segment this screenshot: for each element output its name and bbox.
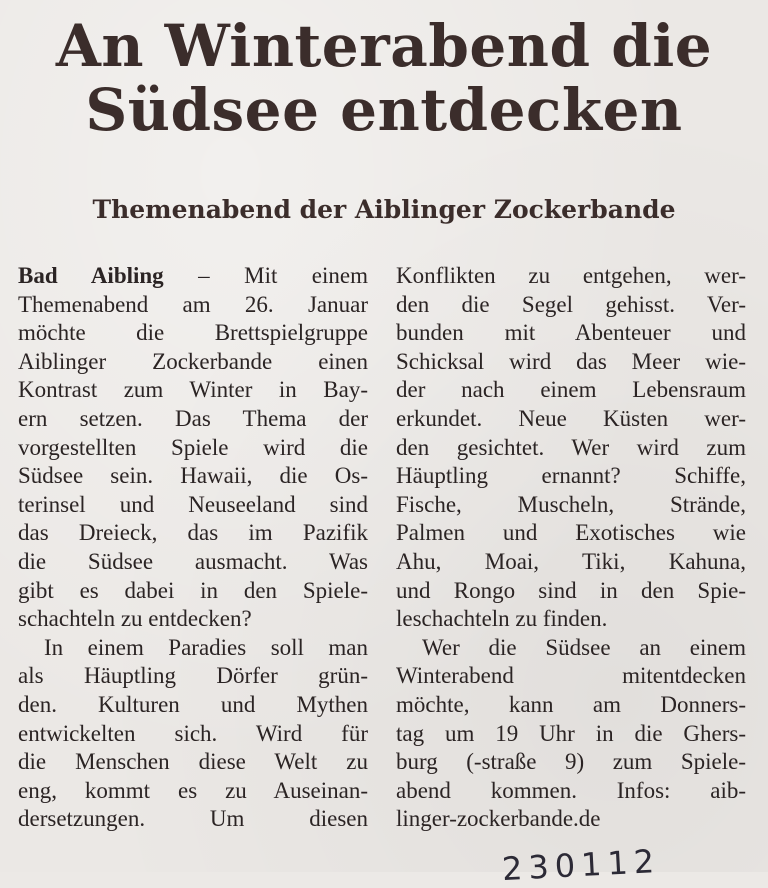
text-line: gibt es dabei in den Spiele- [18,577,368,603]
headline-line-1: An Winterabend die [55,12,713,80]
handwritten-date-note: 230112 [501,841,662,888]
text-line: dersetzungen. Um diesen [18,806,368,832]
text-line: In einem Paradies soll man [44,634,368,660]
article-column-right [396,262,746,834]
text-line: erkundet. Neue Küsten wer- [396,405,746,431]
text-line: leschachteln zu finden. [396,606,608,632]
text-line: Winterabend mitentdecken [396,663,746,689]
text-line: Aiblinger Zockerbande einen [18,348,368,374]
text-line: möchte die Brettspielgruppe [18,320,368,346]
text-line: möchte, kann am Donners- [396,691,746,717]
text-line: schachteln zu entdecken? [18,606,252,632]
text-line: Palmen und Exotisches wie [396,520,746,546]
text-line: Häuptling ernannt? Schiffe, [396,463,746,489]
text-line: die Südsee ausmacht. Was [18,548,368,574]
text-line: Kontrast zum Winter in Bay- [18,377,368,403]
text-line: burg (-straße 9) zum Spiele- [396,749,746,775]
text-line: Bad Aibling – Mit einem [18,263,368,288]
text-line: Konflikten zu entgehen, wer- [396,263,746,288]
text-line: ern setzen. Das Thema der [18,405,368,431]
text-line: Südsee sein. Hawaii, die Os- [18,463,368,489]
text-line: bunden mit Abenteuer und [396,320,746,346]
text-line: Wer die Südsee an einem [422,634,746,660]
text-line: vorgestellten Spiele wird die [18,434,368,460]
text-line: Themenabend am 26. Januar [18,291,368,317]
text-line: den. Kulturen und Mythen [18,691,368,717]
text-line: Fische, Muscheln, Strände, [396,491,746,517]
text-line: den gesichtet. Wer wird zum [396,434,746,460]
text-line: als Häuptling Dörfer grün- [18,663,368,689]
text-line: Schicksal wird das Meer wie- [396,348,746,374]
text-line: und Rongo sind in den Spie- [396,577,746,603]
article-column-left [18,262,368,834]
text-line: entwickelten sich. Wird für [18,720,368,746]
article-headline [0,14,768,142]
text-line: der nach einem Lebensraum [396,377,746,403]
text-line: linger-zockerbande.de [396,806,601,832]
text-line: die Menschen diese Welt zu [18,749,368,775]
text-line: Ahu, Moai, Tiki, Kahuna, [396,548,746,574]
text-line: eng, kommt es zu Auseinan- [18,777,368,803]
headline-line-2: Südsee entdecken [85,76,683,144]
text-line: das Dreieck, das im Pazifik [18,520,368,546]
text-line: den die Segel gehisst. Ver- [396,291,746,317]
dateline: Bad Aibling [18,263,164,288]
article-subheadline: Themenabend der Aiblinger Zockerbande [92,195,676,224]
text-line: tag um 19 Uhr in die Ghers- [396,720,746,746]
text-line: terinsel und Neuseeland sind [18,491,368,517]
text-line: abend kommen. Infos: aib- [396,777,746,803]
